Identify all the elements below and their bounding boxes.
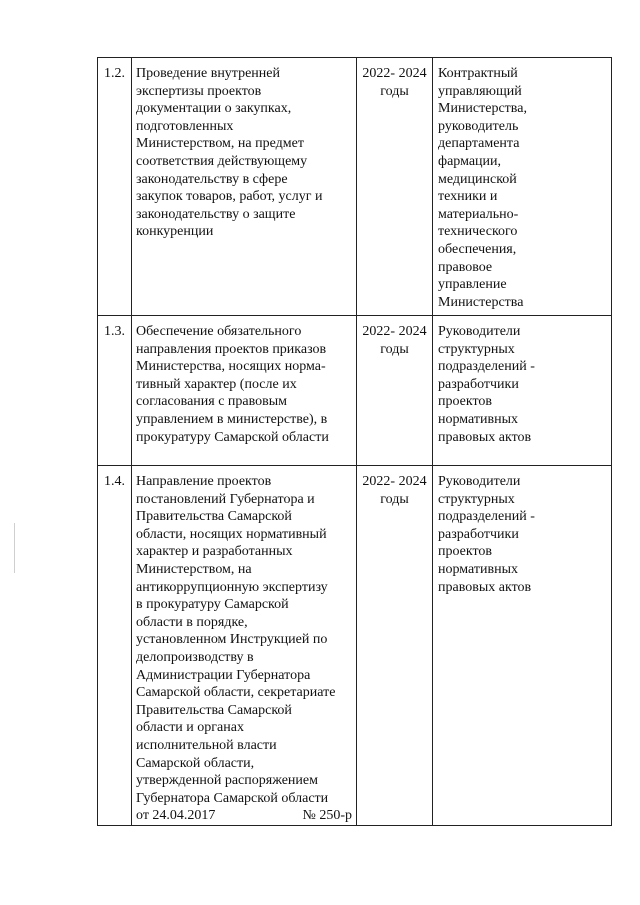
scan-edge-mark (14, 523, 15, 573)
table-row (98, 58, 612, 316)
measures-table (97, 57, 612, 826)
decree-number: № 250-р (302, 808, 352, 824)
responsible-party: Контрактный управляющий Министерства, руководитель департамента фармации, медицинской техники и материально- технического обеспечения, правовое управление Министерства (433, 58, 612, 316)
measure-term: 2022- 2024 годы (357, 316, 433, 466)
measure-term: 2022- 2024 годы (357, 466, 433, 826)
responsible-party: Руководители структурных подразделений - разработчики проектов нормативных правовых актов (433, 466, 612, 826)
responsible-party: Руководители структурных подразделений - разработчики проектов нормативных правовых актов (433, 316, 612, 466)
table-row (98, 316, 612, 466)
row-number: 1.4. (98, 466, 132, 826)
measure-term: 2022- 2024 годы (357, 58, 433, 316)
measure-description: Проведение внутренней экспертизы проектов документации о закупках, подготовленных Министерством, на предмет соответствия действующему законодательству в сфере закупок товаров, работ, услуг и законодательству о защите конкуренции (132, 58, 357, 316)
measure-description: Обеспечение обязательного направления проектов приказов Министерства, носящих норма- тивный характер (после их согласования с правовым управлением в министерстве), в прокуратуру Самарской области (132, 316, 357, 466)
table-row (98, 466, 612, 826)
measure-description: Направление проектов постановлений Губернатора и Правительства Самарской области, носящих нормативный характер и разработанных Министерством, на антикоррупционную экспертизу в прокуратуру Самарской области в порядке, установленном Инструкцией по делопроизводству в Администрации Губернатора Самарской области, секретариате Правительства Самарской области и органах исполнительной власти Самарской области, утвержденной распоряжением Губернатора Самарской области от 24.04.2017 № 250-р (132, 466, 357, 826)
decree-reference (136, 807, 356, 825)
row-number: 1.2. (98, 58, 132, 316)
row-number: 1.3. (98, 316, 132, 466)
decree-date: от 24.04.2017 (136, 808, 216, 824)
